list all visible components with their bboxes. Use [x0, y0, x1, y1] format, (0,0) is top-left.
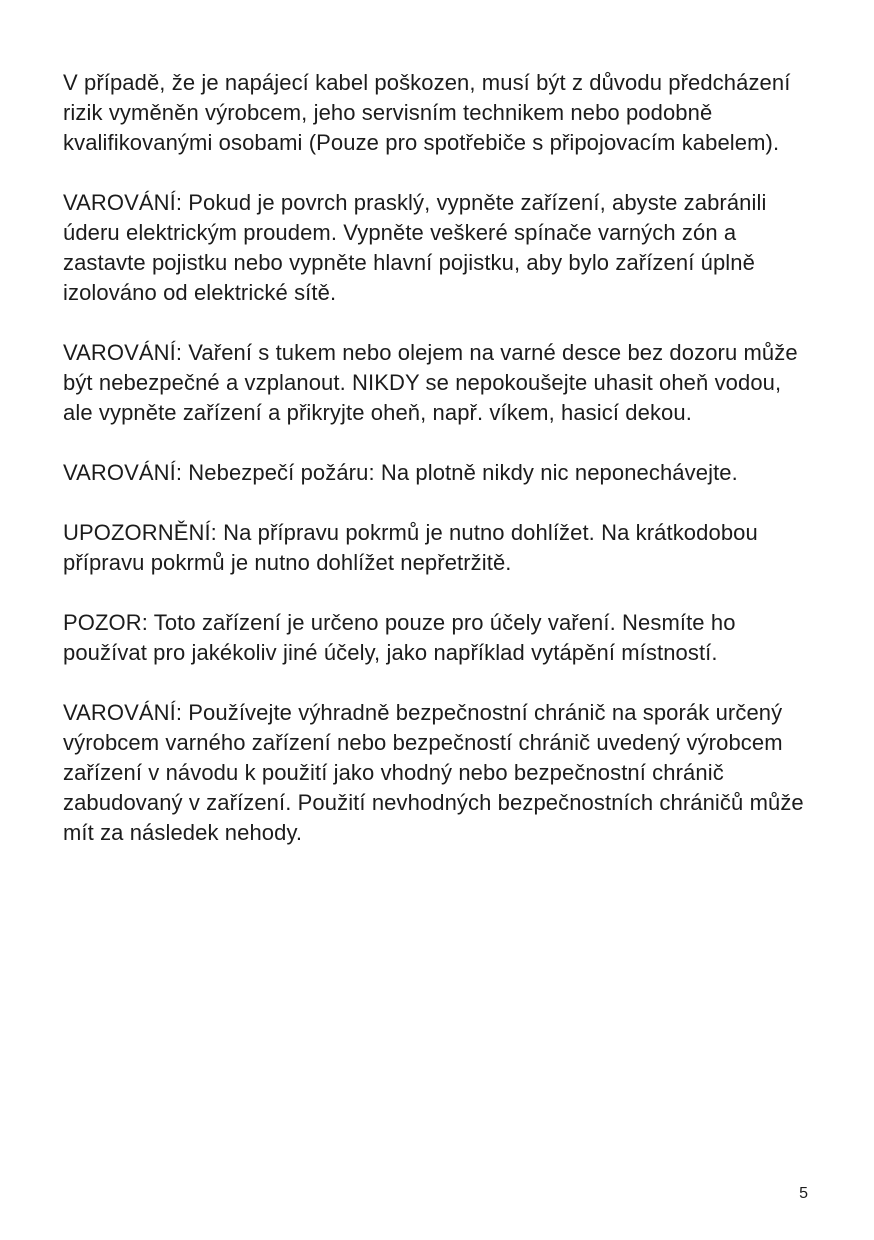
- paragraph-power-cable: V případě, že je napájecí kabel poškozen, musí být z důvodu předcházení rizik vyměněn výrobcem, jeho servisním technikem nebo podobně kvalifikovanými osobami (Pouze pro spotřebiče s připojovacím kabelem).: [63, 70, 791, 155]
- paragraph-warning-fire-danger: VAROVÁNÍ: Nebezpečí požáru: Na plotně nikdy nic neponechávejte.: [63, 460, 738, 485]
- paragraph-pozor-cooking-only: POZOR: Toto zařízení je určeno pouze pro účely vaření. Nesmíte ho používat pro jakékoliv jiné účely, jako například vytápění místností.: [63, 610, 736, 665]
- paragraph-caution-supervision: UPOZORNĚNÍ: Na přípravu pokrmů je nutno dohlížet. Na krátkodobou přípravu pokrmů je nutno dohlížet nepřetržitě.: [63, 520, 758, 575]
- paragraph-warning-fat-oil: VAROVÁNÍ: Vaření s tukem nebo olejem na varné desce bez dozoru může být nebezpečné a vzplanout. NIKDY se nepokoušejte uhasit oheň vodou, ale vypněte zařízení a přikryjte oheň, např. víkem, hasicí dekou.: [63, 340, 798, 425]
- paragraph-warning-cracked-surface: VAROVÁNÍ: Pokud je povrch prasklý, vypněte zařízení, abyste zabránili úderu elektrickým proudem. Vypněte veškeré spínače varných zón a zastavte pojistku nebo vypněte hlavní pojistku, aby bylo zařízení úplně izolováno od elektrické sítě.: [63, 190, 767, 305]
- paragraph-warning-hob-guard: VAROVÁNÍ: Používejte výhradně bezpečnostní chránič na sporák určený výrobcem varného zařízení nebo bezpečností chránič uvedený výrobcem zařízení v návodu k použití jako vhodný nebo bezpečnostní chránič zabudovaný v zařízení. Použití nevhodných bezpečnostních chráničů může mít za následek nehody.: [63, 700, 804, 845]
- body-text: [63, 68, 815, 878]
- page-number: 5: [799, 1185, 808, 1202]
